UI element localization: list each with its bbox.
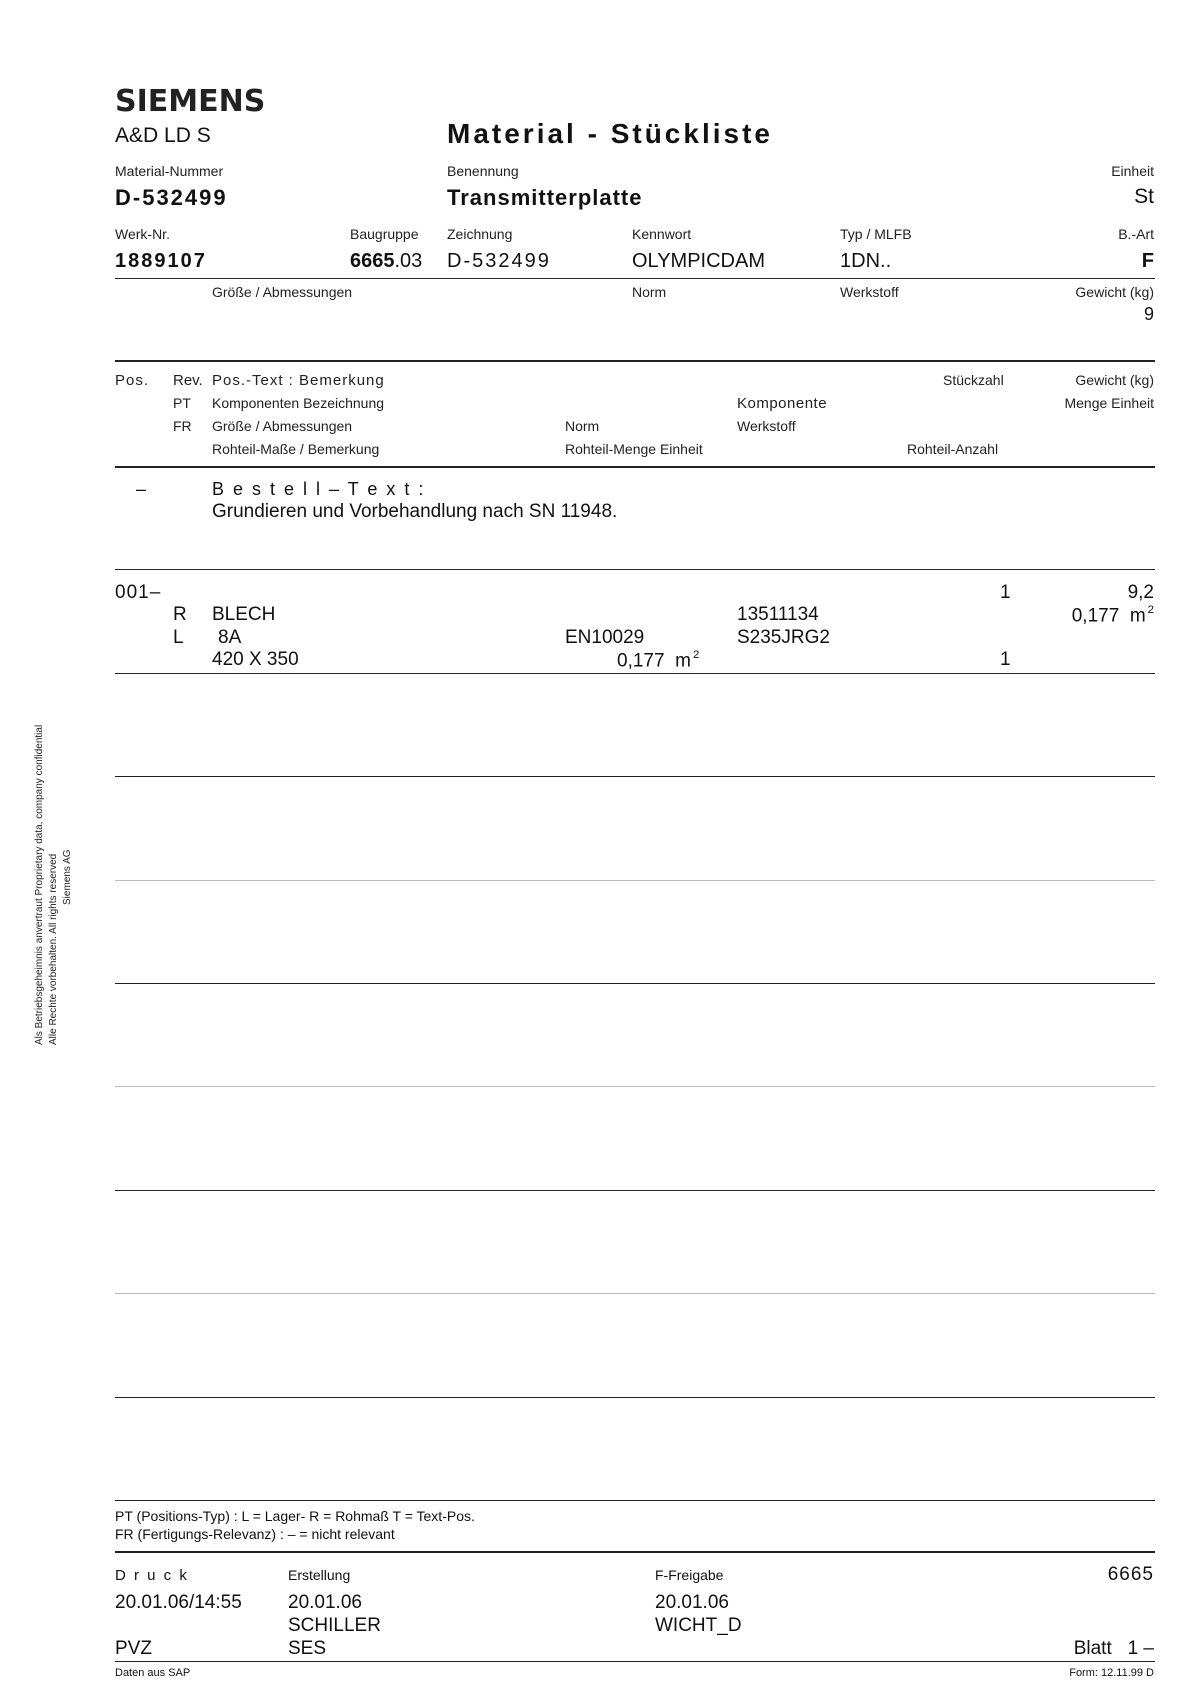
col-pos: Pos. xyxy=(115,372,150,389)
divider xyxy=(115,1190,1155,1191)
data-source: Daten aus SAP xyxy=(115,1667,191,1679)
unit-label: Einheit xyxy=(1111,163,1154,179)
col-menge-einheit: Menge Einheit xyxy=(1064,395,1154,411)
col-pos-text: Pos.-Text : Bemerkung xyxy=(212,372,385,389)
col-werkstoff: Werkstoff xyxy=(737,418,796,434)
work-number: 1889107 xyxy=(115,250,207,272)
order-text: Grundieren und Vorbehandlung nach SN 11948. xyxy=(212,501,618,522)
order-text-dash: – xyxy=(136,479,147,499)
erstellung-date: 20.01.06 xyxy=(288,1592,362,1613)
designation-label: Benennung xyxy=(447,163,519,179)
col-komp-bez: Komponenten Bezeichnung xyxy=(212,395,385,411)
designation: Transmitterplatte xyxy=(447,185,643,210)
weight-label: Gewicht (kg) xyxy=(1075,284,1154,300)
position-fr: L xyxy=(173,627,184,648)
keyword-value: OLYMPICDAM xyxy=(632,250,765,272)
divider xyxy=(115,1551,1155,1553)
divider xyxy=(115,360,1155,362)
position-menge xyxy=(1072,604,1154,628)
assembly-value xyxy=(350,250,422,273)
document-title: Material - Stückliste xyxy=(447,118,773,149)
col-gewicht: Gewicht (kg) xyxy=(1075,372,1154,388)
material-number: D-532499 xyxy=(115,185,228,210)
drawing-label: Zeichnung xyxy=(447,226,513,242)
blatt-label: Blatt xyxy=(1073,1638,1112,1659)
legend-fr: FR (Fertigungs-Relevanz) : – = nicht relevant xyxy=(115,1526,395,1542)
divider xyxy=(115,880,1155,881)
blatt xyxy=(1074,1638,1154,1660)
position-raw-unit: m xyxy=(675,650,691,672)
siemens-logo: SIEMENS xyxy=(115,84,266,119)
position-raw-qty-value: 0,177 xyxy=(617,650,665,672)
col-rohteil-anzahl: Rohteil-Anzahl xyxy=(907,441,999,457)
assembly-label: Baugruppe xyxy=(350,226,419,242)
bart-label: B.-Art xyxy=(1118,226,1154,242)
freigabe-label: F-Freigabe xyxy=(655,1567,724,1583)
blatt-value: 1 – xyxy=(1127,1638,1154,1659)
position-raw-count: 1 xyxy=(1000,649,1011,670)
work-number-label: Werk-Nr. xyxy=(115,226,170,242)
divider xyxy=(115,278,1155,279)
divider xyxy=(115,1661,1155,1662)
position-raw-exp: 2 xyxy=(692,649,700,661)
position-menge-unit: m xyxy=(1129,605,1146,627)
order-text-heading: B e s t e l l – T e x t : xyxy=(212,479,426,499)
side-note-line-3: Siemens AG xyxy=(62,849,73,905)
position-menge-exp: 2 xyxy=(1147,604,1154,616)
druck-value: 20.01.06/14:55 xyxy=(115,1592,242,1613)
material-label: Werkstoff xyxy=(840,284,899,300)
druck-label: D r u c k xyxy=(115,1567,189,1584)
col-rohteil-masse: Rohteil-Maße / Bemerkung xyxy=(212,441,380,457)
divider xyxy=(115,466,1155,468)
form-number: Form: 12.11.99 D xyxy=(1069,1667,1154,1679)
side-note-line-2: Alle Rechte vorbehalten. All rights reserved xyxy=(48,853,59,1045)
col-stueckzahl: Stückzahl xyxy=(943,372,1004,388)
erstellung-label: Erstellung xyxy=(288,1567,351,1583)
position-weight: 9,2 xyxy=(1127,582,1154,603)
col-rohteil-menge: Rohteil-Menge Einheit xyxy=(565,441,703,457)
assembly-suffix: .03 xyxy=(394,250,423,272)
unit-value: St xyxy=(1134,185,1154,208)
keyword-label: Kennwort xyxy=(632,226,692,242)
divider xyxy=(115,569,1155,570)
col-fr: FR xyxy=(173,418,192,434)
col-komponente: Komponente xyxy=(737,395,828,412)
assembly-main: 6665 xyxy=(350,250,395,272)
pvz-label: PVZ xyxy=(115,1638,152,1659)
type-value: 1DN.. xyxy=(840,250,892,272)
position-pt: R xyxy=(173,604,187,625)
position-menge-value: 0,177 xyxy=(1071,605,1120,627)
col-norm: Norm xyxy=(565,418,600,434)
position-norm: EN10029 xyxy=(565,627,645,648)
drawing-value: D-532499 xyxy=(447,250,551,272)
col-rev: Rev. xyxy=(173,372,203,389)
type-label: Typ / MLFB xyxy=(840,226,912,242)
freigabe-date: 20.01.06 xyxy=(655,1592,729,1613)
position-quantity: 1 xyxy=(1000,582,1011,603)
divider xyxy=(115,1500,1155,1501)
col-pt: PT xyxy=(173,395,191,411)
freigabe-name: WICHT_D xyxy=(655,1615,742,1636)
erstellung-name: SCHILLER xyxy=(288,1615,381,1636)
position-raw-qty xyxy=(617,649,699,673)
divider xyxy=(115,1397,1155,1398)
side-note-line-1: Als Betriebsgeheimnis anvertraut Proprietary data, company confidential xyxy=(34,724,45,1045)
position-material: S235JRG2 xyxy=(737,627,830,648)
bart-value: F xyxy=(1141,250,1154,272)
material-number-label: Material-Nummer xyxy=(115,163,224,179)
weight-value: 9 xyxy=(1143,304,1154,324)
position-size: 8A xyxy=(218,627,242,648)
divider xyxy=(115,1086,1155,1087)
department: A&D LD S xyxy=(115,124,211,147)
footer-number: 6665 xyxy=(1107,1564,1154,1585)
divider xyxy=(115,673,1155,674)
position-number: 001– xyxy=(115,582,162,603)
col-groesse: Größe / Abmessungen xyxy=(212,418,353,434)
size-label: Größe / Abmessungen xyxy=(212,284,353,300)
erstellung-code: SES xyxy=(288,1638,327,1659)
position-component: 13511134 xyxy=(737,604,819,625)
divider xyxy=(115,776,1155,777)
position-name: BLECH xyxy=(212,604,276,625)
legend-pt: PT (Positions-Typ) : L = Lager- R = Rohmaß T = Text-Pos. xyxy=(115,1508,475,1524)
norm-label: Norm xyxy=(632,284,667,300)
divider xyxy=(115,983,1155,984)
position-raw-dims: 420 X 350 xyxy=(212,649,299,670)
divider xyxy=(115,1293,1155,1294)
